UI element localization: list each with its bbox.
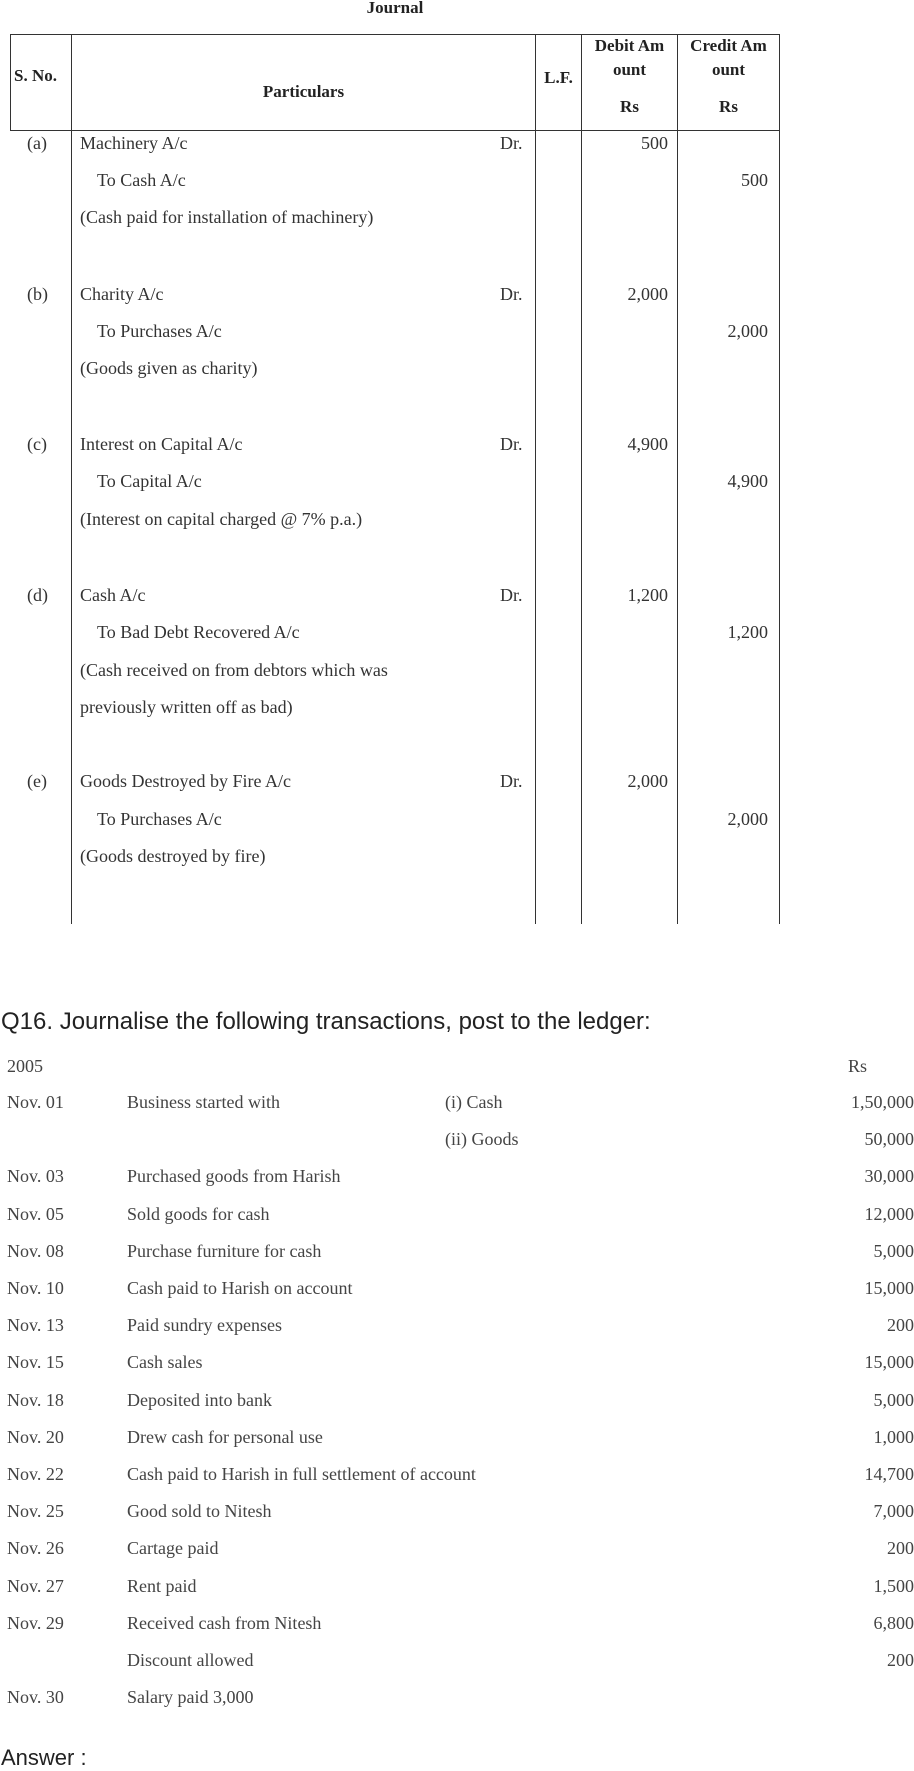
entry-debit-account: Interest on Capital A/c [80,434,243,454]
entry-narration: (Goods destroyed by fire) [80,846,266,866]
header-sno: S. No. [14,66,57,85]
transaction-amount: 30,000 [864,1166,914,1187]
entry-sno: (e) [27,771,47,791]
entry-sno: (a) [27,133,47,153]
entry-credit-account: To Purchases A/c [97,809,222,829]
transactions-list [0,1050,914,1740]
transaction-amount: 50,000 [864,1129,914,1150]
transaction-date: Nov. 10 [7,1278,64,1298]
entry-debit-amount: 500 [641,133,668,153]
entry-dr: Dr. [500,585,523,605]
entry-narration: previously written off as bad) [80,697,293,717]
entry-credit-account: To Purchases A/c [97,321,222,341]
transaction-description: Good sold to Nitesh [127,1501,272,1522]
year-label: 2005 [7,1056,43,1076]
entry-debit-amount: 1,200 [627,585,668,605]
transaction-description: Cash sales [127,1352,203,1373]
transaction-description: Cash paid to Harish in full settlement of account [127,1464,476,1484]
transaction-subitem: (i) Cash [445,1092,503,1112]
transaction-description: Cartage paid [127,1538,219,1559]
transaction-date: Nov. 13 [7,1315,64,1336]
entry-narration: (Interest on capital charged @ 7% p.a.) [80,509,363,529]
transaction-description: Cash paid to Harish on account [127,1278,353,1298]
header-bottom-border [10,130,780,131]
transaction-amount: 5,000 [873,1240,914,1261]
entry-narration: (Cash received on from debtors which was [80,660,388,680]
entry-credit-amount: 500 [741,170,768,190]
table-right-border [779,34,780,924]
entry-dr: Dr. [500,434,523,454]
entry-debit-account: Goods Destroyed by Fire A/c [80,771,291,791]
transaction-description: Business started with [127,1092,280,1112]
transaction-description: Drew cash for personal use [127,1426,323,1447]
transaction-date: Nov. 25 [7,1501,64,1522]
entry-debit-account: Cash A/c [80,585,146,605]
transaction-amount: 200 [887,1538,914,1559]
entry-credit-amount: 1,200 [727,622,768,642]
entry-dr: Dr. [500,133,523,153]
transaction-description: Purchased goods from Harish [127,1166,341,1187]
transaction-description: Rent paid [127,1575,197,1596]
transaction-date: Nov. 15 [7,1352,64,1373]
transaction-amount: 12,000 [864,1203,914,1224]
transaction-amount: 14,700 [864,1464,914,1484]
table-top-border [10,34,780,35]
transaction-amount: 200 [887,1315,914,1336]
entry-debit-account: Charity A/c [80,284,164,304]
transaction-description: Salary paid 3,000 [127,1687,254,1708]
transaction-date: Nov. 03 [7,1166,64,1187]
transaction-amount: 15,000 [864,1352,914,1373]
entry-credit-account: To Bad Debt Recovered A/c [97,622,300,642]
entry-credit-account: To Cash A/c [97,170,186,190]
transaction-amount: 5,000 [873,1389,914,1410]
transaction-description: Paid sundry expenses [127,1315,282,1336]
entry-debit-amount: 2,000 [627,284,668,304]
transaction-date: Nov. 26 [7,1538,64,1559]
currency-label: Rs [847,1056,867,1076]
entry-sno: (b) [27,284,48,304]
transaction-date: Nov. 18 [7,1389,64,1410]
table-left-border [10,34,11,130]
entry-sno: (d) [27,585,48,605]
entry-credit-amount: 2,000 [727,809,768,829]
transaction-description: Purchase furniture for cash [127,1240,322,1261]
entry-debit-amount: 2,000 [627,771,668,791]
transaction-amount: 200 [887,1650,914,1670]
transaction-date: Nov. 05 [7,1203,64,1224]
transaction-date: Nov. 29 [7,1612,64,1633]
transaction-date: Nov. 01 [7,1092,64,1112]
transaction-subitem: (ii) Goods [445,1129,519,1150]
answer-label: Answer : [1,1745,87,1770]
entry-dr: Dr. [500,284,523,304]
transaction-amount: 15,000 [864,1278,914,1298]
transaction-description: Sold goods for cash [127,1203,270,1224]
entry-debit-amount: 4,900 [627,434,668,454]
transaction-date: Nov. 22 [7,1464,64,1484]
transaction-date: Nov. 08 [7,1240,64,1261]
entry-narration: (Cash paid for installation of machinery) [80,207,374,227]
entry-credit-account: To Capital A/c [97,471,202,491]
header-debit-line1: Debit Am [594,36,665,55]
transaction-amount: 1,000 [873,1426,914,1447]
header-lf: L.F. [544,68,573,87]
transaction-description: Received cash from Nitesh [127,1612,322,1633]
transaction-date: Nov. 27 [7,1575,64,1596]
transaction-description: Discount allowed [127,1650,254,1670]
entry-narration: (Goods given as charity) [80,358,258,378]
journal-title: Journal [366,0,424,17]
header-particulars: Particulars [262,82,345,101]
transaction-amount: 1,50,000 [851,1092,914,1112]
transaction-amount: 6,800 [873,1612,914,1633]
entry-credit-amount: 2,000 [727,321,768,341]
col-divider-particulars [535,34,536,924]
transaction-amount: 7,000 [873,1501,914,1522]
question-heading: Q16. Journalise the following transactions, post to the ledger: [1,1008,651,1035]
entry-debit-account: Machinery A/c [80,133,188,153]
header-credit-line2: ount [711,60,746,79]
transaction-date: Nov. 20 [7,1426,64,1447]
col-divider-sno [71,34,72,924]
entry-sno: (c) [27,434,47,454]
transaction-description: Deposited into bank [127,1389,272,1410]
entry-dr: Dr. [500,771,523,791]
header-credit-line1: Credit Am [690,36,767,55]
header-debit-line2: ount [612,60,647,79]
header-debit-line3: Rs [620,97,639,116]
entry-credit-amount: 4,900 [727,471,768,491]
header-credit-line3: Rs [719,97,738,116]
transaction-amount: 1,500 [873,1575,914,1596]
transaction-date: Nov. 30 [7,1687,64,1708]
